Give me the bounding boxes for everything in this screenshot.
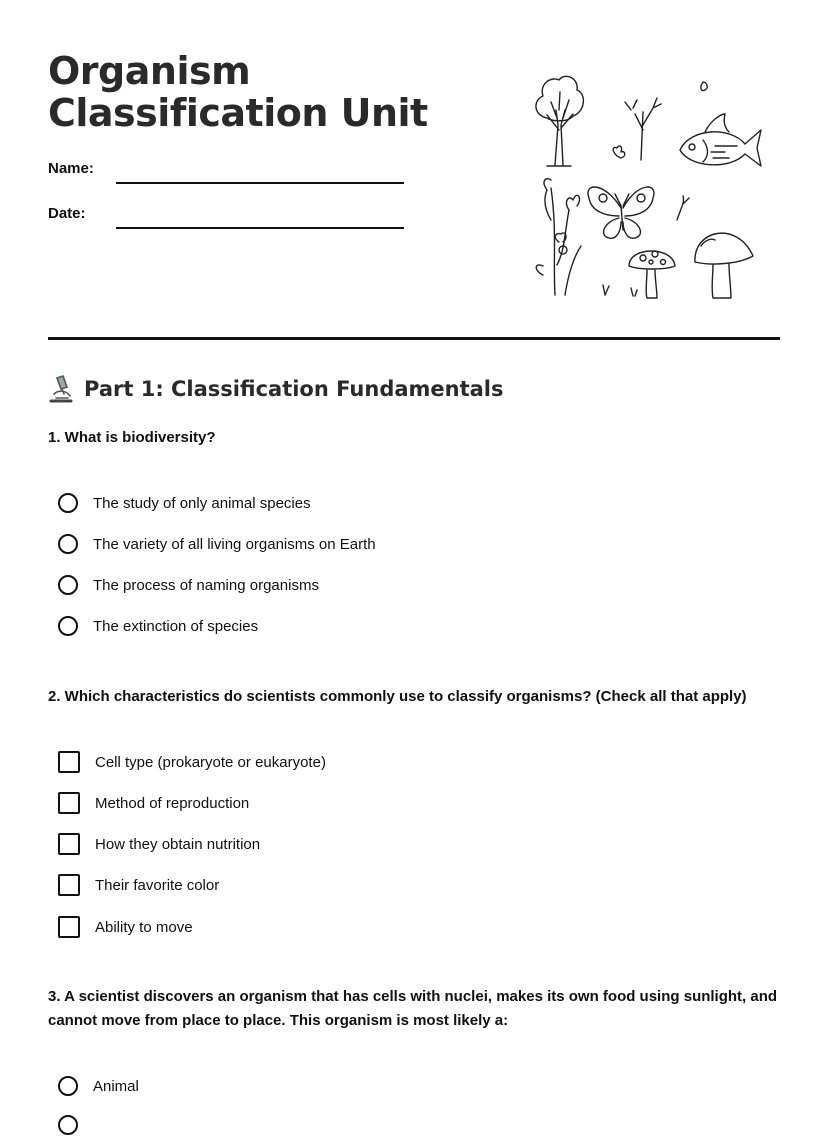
- section-divider: [48, 337, 780, 340]
- radio-button[interactable]: [58, 575, 78, 595]
- checkbox[interactable]: [58, 833, 80, 855]
- name-field[interactable]: [48, 160, 408, 190]
- q2-option-5[interactable]: [58, 914, 193, 940]
- butterfly-icon: [588, 187, 654, 238]
- date-field[interactable]: [48, 205, 408, 235]
- q2-option-3[interactable]: [58, 831, 260, 857]
- page-title: Organism Classification Unit: [48, 49, 428, 135]
- sprout-icon: [677, 196, 689, 220]
- q1-option-4[interactable]: [58, 613, 258, 639]
- nature-illustration: [525, 70, 770, 305]
- option-label: Cell type (prokaryote or eukaryote): [95, 753, 326, 771]
- date-input-line[interactable]: [116, 227, 404, 229]
- question-1: 1. What is biodiversity?: [48, 429, 216, 446]
- question-2: 2. Which characteristics do scientists commonly use to classify organisms? (Check all that apply): [48, 688, 747, 705]
- radio-button[interactable]: [58, 1115, 78, 1135]
- option-label: The variety of all living organisms on Earth: [93, 535, 376, 553]
- radio-button[interactable]: [58, 1076, 78, 1096]
- checkbox[interactable]: [58, 792, 80, 814]
- q2-option-4[interactable]: [58, 872, 219, 898]
- option-label: Their favorite color: [95, 876, 220, 894]
- mushroom-icon: [695, 233, 753, 298]
- q1-option-3[interactable]: [58, 572, 319, 598]
- part1-heading: [48, 374, 504, 404]
- name-label: Name:: [48, 160, 94, 177]
- option-label: Method of reproduction: [95, 794, 250, 812]
- q2-option-2[interactable]: [58, 790, 249, 816]
- question-3: 3. A scientist discovers an organism that has cells with nuclei, makes its own food using sunlight, and cannot move from place to place. This organism is most likely a:: [48, 988, 778, 1029]
- option-label: The extinction of species: [93, 617, 259, 635]
- option-label: The process of naming organisms: [93, 576, 319, 594]
- radio-button[interactable]: [58, 493, 78, 513]
- option-label: Ability to move: [95, 918, 193, 936]
- radio-button[interactable]: [58, 534, 78, 554]
- tree-icon: [536, 76, 583, 166]
- checkbox[interactable]: [58, 751, 80, 773]
- microscope-icon: [48, 374, 74, 404]
- sprout-icon: [613, 82, 707, 160]
- option-label: The study of only animal species: [93, 494, 311, 512]
- date-label: Date:: [48, 205, 86, 222]
- q2-option-1[interactable]: [58, 749, 326, 775]
- fish-icon: [680, 114, 761, 166]
- option-label: How they obtain nutrition: [95, 835, 261, 853]
- q3-option-1[interactable]: [58, 1073, 139, 1099]
- plant-icon: [536, 179, 581, 295]
- part1-title: Part 1: Classification Fundamentals: [84, 377, 504, 401]
- mushroom-icon: [603, 251, 675, 298]
- name-input-line[interactable]: [116, 182, 404, 184]
- option-label: Animal: [93, 1077, 139, 1095]
- q1-option-1[interactable]: [58, 490, 311, 516]
- q1-option-2[interactable]: [58, 531, 376, 557]
- checkbox[interactable]: [58, 916, 80, 938]
- checkbox[interactable]: [58, 874, 80, 896]
- radio-button[interactable]: [58, 616, 78, 636]
- q3-option-2[interactable]: [58, 1112, 93, 1138]
